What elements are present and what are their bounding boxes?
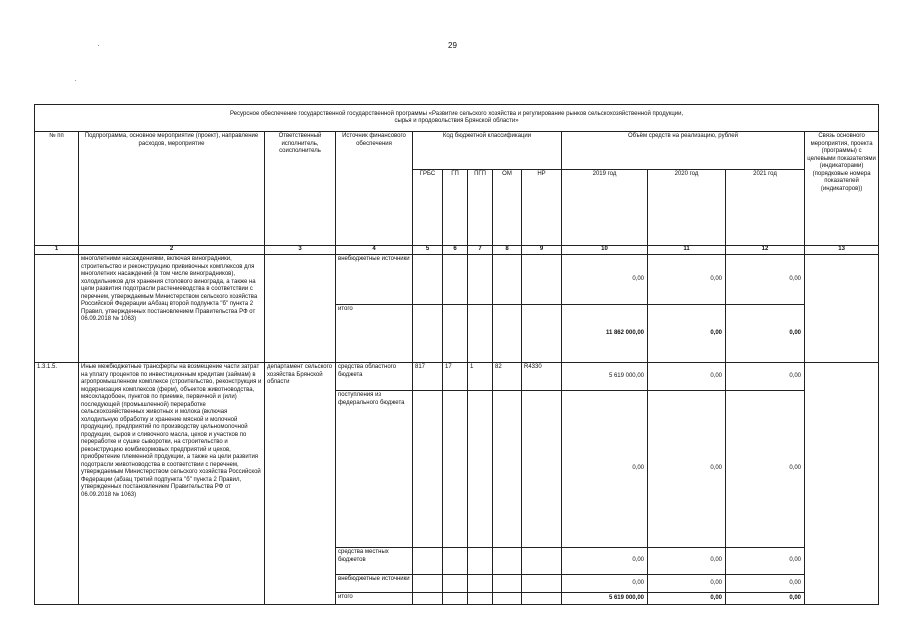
- column-number: 1: [35, 246, 79, 255]
- column-number: 4: [336, 246, 413, 255]
- value-2020: 0,00: [648, 305, 726, 363]
- measure-number: 1.3.1.5.: [35, 363, 79, 605]
- table-title-line2: сырья и продовольствия Брянской области»: [394, 118, 519, 124]
- column-number: 12: [726, 246, 805, 255]
- source-cell: поступления из федерального бюджета: [336, 391, 413, 548]
- value-2021: 0,00: [726, 363, 805, 391]
- source-cell: средства областного бюджета: [336, 363, 413, 391]
- value-2020: 0,00: [648, 363, 726, 391]
- value-2020: 0,00: [648, 575, 726, 593]
- header-link: Связь основного мероприятия, проекта (программы) с целевыми показателями (индикаторами) (порядковые номера показателей (индикаторов)): [805, 132, 879, 246]
- header-budget-code: Код бюджетной классификации: [413, 132, 562, 170]
- header-nr: НР: [522, 170, 562, 246]
- value-2019: 0,00: [562, 255, 648, 305]
- source-cell: внебюджетные источники: [336, 255, 413, 305]
- column-number: 10: [562, 246, 648, 255]
- measure-description: многолетними насаждениями, включая виноградники, строительство и реконструкцию прививочных комплексов для многолетних насаждений (в том числе виноградников), холодильников для хранения столового винограда, а также на цели развития подотрасли растениеводства в соответствии с перечнем, утверждаемым Министерством сельского хозяйства Российской Федерации аАбзац второй подпункта "б" пункта 2 Правил, утвержденных постановлением Правительства РФ от 06.09.2018 № 1063): [79, 255, 265, 363]
- value-2021: 0,00: [726, 593, 805, 605]
- column-number: 9: [522, 246, 562, 255]
- code-pgp: 1: [468, 363, 493, 391]
- header-volume: Объём средств на реализацию, рублей: [562, 132, 805, 170]
- resource-table: [34, 104, 879, 605]
- column-number: 2: [79, 246, 265, 255]
- header-pgp: ПГП: [468, 170, 493, 246]
- column-number: 7: [468, 246, 493, 255]
- table-title-line1: Ресурсное обеспечение государственной государственной программы «Развитие сельского хозяйства и регулирование рынков сельскохозяйственной продукции,: [229, 110, 684, 117]
- column-number: 11: [648, 246, 726, 255]
- table-title: [35, 105, 879, 132]
- scan-speck: [75, 80, 76, 81]
- value-2020: 0,00: [648, 548, 726, 575]
- scan-speck: [98, 45, 99, 46]
- value-2020: 0,00: [648, 593, 726, 605]
- value-2020: 0,00: [648, 255, 726, 305]
- executor-cell: департамент сельского хозяйства Брянской области: [265, 363, 336, 605]
- header-source: Источник финансового обеспечения: [336, 132, 413, 246]
- code-nr: R4330: [522, 363, 562, 391]
- column-number: 3: [265, 246, 336, 255]
- column-number: 5: [413, 246, 443, 255]
- value-2019: 0,00: [562, 391, 648, 548]
- header-om: ОМ: [493, 170, 522, 246]
- source-cell: средства местных бюджетов: [336, 548, 413, 575]
- column-number-row: [35, 246, 879, 255]
- value-2021: 0,00: [726, 305, 805, 363]
- column-number: 8: [493, 246, 522, 255]
- code-om: 82: [493, 363, 522, 391]
- value-2019: 5 619 000,00: [562, 593, 648, 605]
- source-cell: внебюджетные источники: [336, 575, 413, 593]
- value-2019: 5 619 000,00: [562, 363, 648, 391]
- code-grbs: 817: [413, 363, 443, 391]
- value-2019: 0,00: [562, 575, 648, 593]
- source-cell: итого: [336, 305, 413, 363]
- value-2021: 0,00: [726, 391, 805, 548]
- header-2019: 2019 год: [562, 170, 648, 246]
- header-gp: ГП: [443, 170, 468, 246]
- value-2019: 11 862 000,00: [562, 305, 648, 363]
- header-2020: 2020 год: [648, 170, 726, 246]
- table-row: [35, 255, 879, 305]
- code-gp: 17: [443, 363, 468, 391]
- header-grbs: ГРБС: [413, 170, 443, 246]
- value-2019: 0,00: [562, 548, 648, 575]
- source-cell: итого: [336, 593, 413, 605]
- header-num: № пп: [35, 132, 79, 246]
- table-row: [35, 363, 879, 391]
- value-2021: 0,00: [726, 575, 805, 593]
- column-number: 6: [443, 246, 468, 255]
- header-program: Подпрограмма, основное мероприятие (проект), направление расходов, мероприятие: [79, 132, 265, 246]
- header-2021: 2021 год: [726, 170, 805, 246]
- page-number: 29: [448, 41, 457, 50]
- measure-description: Иные межбюджетные трансферты на возмещение части затрат на уплату процентов по инвестиционным кредитам (займам) в агропромышленном комплексе (строительство, реконструкция и модернизация комплексов (ферм), объектов животноводства, мясохладобоен, пунктов по приемке, первичной и (или) последующей (промышленной) переработке сельскохозяйственных животных и молока (включая холодильную обработку и хранение мясной и молочной продукции), предприятий по производству цельномолочной продукции, сыров и сливочного масла, цехов и участков по переработке и сушке сыворотки, на строительство и реконструкцию комбикормовых предприятий и цехов, приобретение племенной продукции, а также на цели развития подотрасли животноводства в соответствии с перечнем, утверждаемым Министерством сельского хозяйства Российской Федерации (абзац третий подпункта "б" пункта 2 Правил, утвержденных постановлением Правительства РФ от 06.09.2018 № 1063): [79, 363, 265, 605]
- value-2021: 0,00: [726, 255, 805, 305]
- header-executor: Ответственный исполнитель, соисполнитель: [265, 132, 336, 246]
- column-number: 13: [805, 246, 879, 255]
- value-2021: 0,00: [726, 548, 805, 575]
- value-2020: 0,00: [648, 391, 726, 548]
